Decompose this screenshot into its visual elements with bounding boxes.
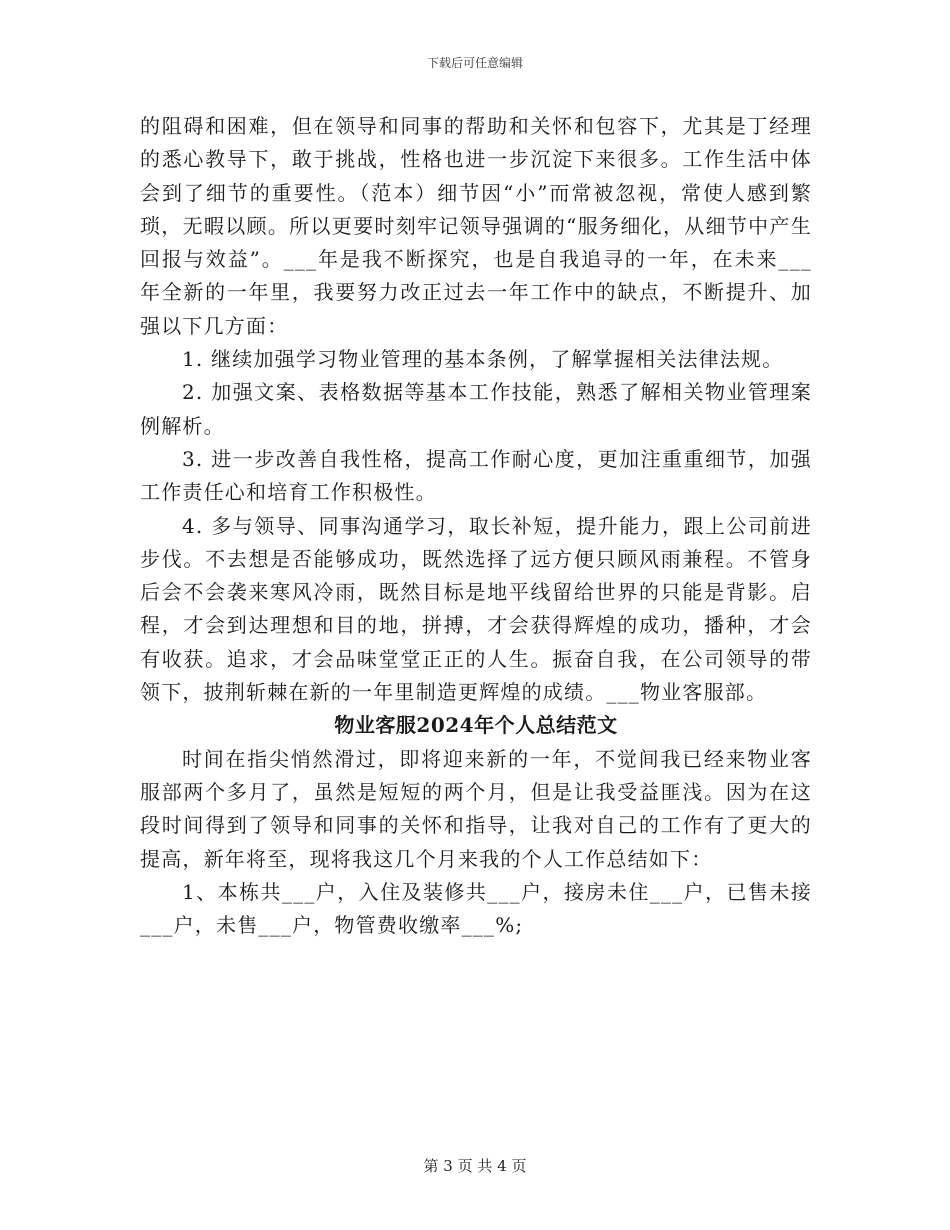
list-item-2: 2. 加强文案、表格数据等基本工作技能，熟悉了解相关物业管理案例解析。 <box>140 380 812 438</box>
paragraph-statistics: 1、本栋共___户，入住及装修共___户，接房未住___户，已售未接___户，未售___户，物管费收缴率___%; <box>140 879 812 938</box>
list-item-4: 4. 多与领导、同事沟通学习，取长补短，提升能力，跟上公司前进步伐。不去想是否能够成功，既然选择了远方便只顾风雨兼程。不管身后会不会袭来寒风冷雨，既然目标是地平线留给世界的只能是背影。启程，才会到达理想和目的地，拼搏，才会获得辉煌的成功，播种，才会有收获。追求，才会品味堂堂正正的人生。振奋自我，在公司领导的带领下，披荆斩棘在新的一年里制造更辉煌的成绩。___物业客服部。 <box>140 513 812 705</box>
page-header-note: 下载后可任意编辑 <box>426 56 523 70</box>
document-body <box>140 110 812 942</box>
paragraph-intro: 时间在指尖悄然滑过，即将迎来新的一年，不觉间我已经来物业客服部两个多月了，虽然是短短的两个月，但是让我受益匪浅。因为在这段时间得到了领导和同事的关怀和指导，让我对自己的工作有了更大的提高，新年将至，现将我这几个月来我的个人工作总结如下： <box>140 746 812 871</box>
paragraph-continuation: 的阻碍和困难，但在领导和同事的帮助和关怀和包容下，尤其是丁经理的悉心教导下，敢于挑战，性格也进一步沉淀下来很多。工作生活中体会到了细节的重要性。（范本）细节因“小”而常被忽视，常使人感到繁琐，无暇以顾。所以更要时刻牢记领导强调的“服务细化，从细节中产生回报与效益”。___年是我不断探究，也是自我追寻的一年，在未来___年全新的一年里，我要努力改正过去一年工作中的缺点，不断提升、加强以下几方面： <box>140 114 812 338</box>
list-item-1: 1. 继续加强学习物业管理的基本条例，了解掌握相关法律法规。 <box>182 347 784 372</box>
section-heading: 物业客服2024年个人总结范文 <box>334 713 618 738</box>
list-item-3: 3. 进一步改善自我性格，提高工作耐心度，更加注重重细节，加强工作责任心和培育工作积极性。 <box>140 446 812 505</box>
page-number: 第 3 页 共 4 页 <box>423 1157 527 1175</box>
